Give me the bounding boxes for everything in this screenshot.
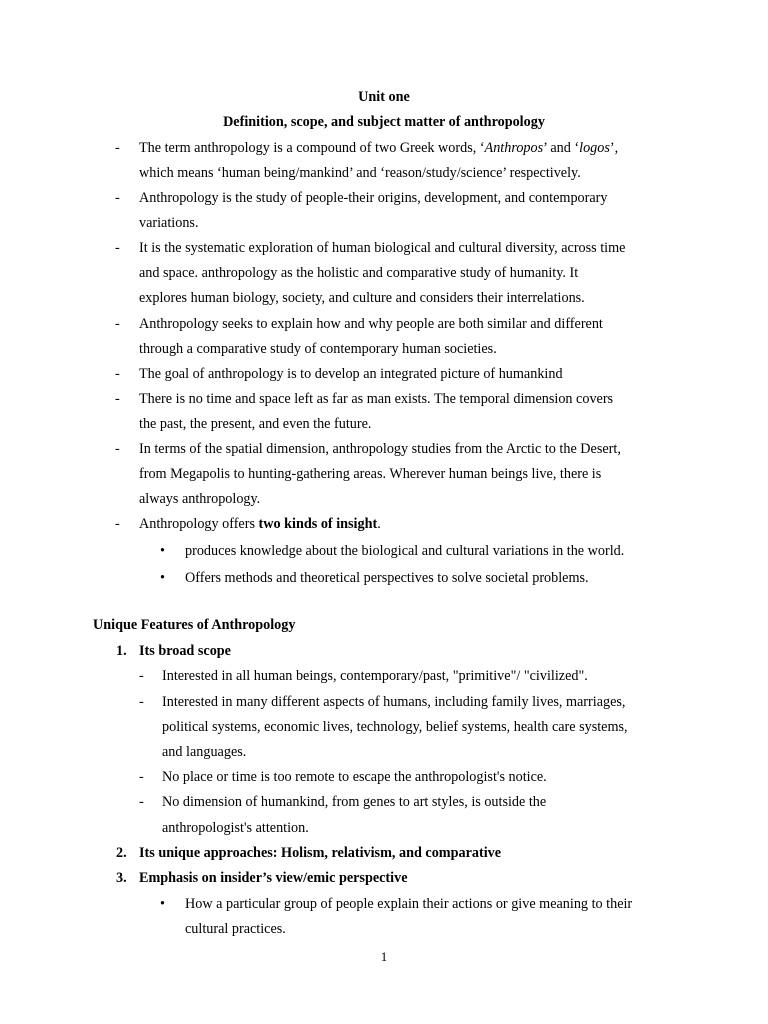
feature-1-detail-4-line-2: anthropologist's attention.	[162, 820, 309, 836]
dash-marker: -	[139, 694, 144, 710]
dash-marker: -	[139, 769, 144, 785]
unit-title: Unit one	[358, 89, 410, 105]
intro-bullet-1-line-2: which means ‘human being/mankind’ and ‘reason/study/science’ respectively.	[139, 165, 581, 181]
feature-3-sub-line-1: How a particular group of people explain their actions or give meaning to their	[185, 896, 633, 912]
intro-bullet-5-line-1: The goal of anthropology is to develop an integrated picture of humankind	[139, 366, 563, 382]
dash-marker: -	[115, 391, 120, 407]
dash-marker: -	[115, 516, 120, 532]
dash-marker: -	[115, 316, 120, 332]
feature-1-detail-2-line-1: Interested in many different aspects of humans, including family lives, marriages,	[162, 694, 626, 710]
feature-3-sub-line-2: cultural practices.	[185, 921, 286, 937]
feature-3-number: 3.	[116, 870, 127, 886]
feature-3-title: Emphasis on insider’s view/emic perspective	[139, 870, 408, 886]
intro-bullet-6-line-1: There is no time and space left as far as man exists. The temporal dimension covers	[139, 391, 614, 407]
intro-bullet-2-line-1: Anthropology is the study of people-their origins, development, and contemporary	[139, 190, 608, 206]
intro-bullet-7-line-2: from Megapolis to hunting-gathering areas. Wherever human beings live, there is	[139, 466, 602, 482]
feature-1-title: Its broad scope	[139, 643, 231, 659]
feature-2-number: 2.	[116, 845, 127, 861]
features-heading: Unique Features of Anthropology	[93, 617, 296, 633]
intro-bullet-1-line-1: The term anthropology is a compound of two Greek words, ‘Anthropos’ and ‘logos’,	[139, 140, 619, 156]
feature-2-title: Its unique approaches: Holism, relativism, and comparative	[139, 845, 502, 861]
intro-bullet-8-line-1: Anthropology offers two kinds of insight.	[139, 516, 381, 532]
intro-bullet-7-line-1: In terms of the spatial dimension, anthropology studies from the Arctic to the Desert,	[139, 441, 621, 457]
dash-marker: -	[139, 794, 144, 810]
feature-1-detail-3: No place or time is too remote to escape the anthropologist's notice.	[162, 769, 547, 785]
feature-1-detail-2-line-3: and languages.	[162, 744, 247, 760]
dash-marker: -	[139, 668, 144, 684]
bullet-marker: •	[160, 896, 165, 912]
dash-marker: -	[115, 441, 120, 457]
insight-sub-item-2: Offers methods and theoretical perspectives to solve societal problems.	[185, 570, 589, 586]
page-number: 1	[380, 949, 388, 964]
term-logos: logos	[579, 140, 610, 156]
feature-1-detail-4-line-1: No dimension of humankind, from genes to art styles, is outside the	[162, 794, 547, 810]
intro-bullet-3-line-3: explores human biology, society, and culture and considers their interrelations.	[139, 290, 585, 306]
dash-marker: -	[115, 190, 120, 206]
term-anthropos: Anthropos	[484, 140, 544, 156]
dash-marker: -	[115, 240, 120, 256]
intro-bullet-4-line-2: through a comparative study of contemporary human societies.	[139, 341, 497, 357]
bullet-marker: •	[160, 543, 165, 559]
insight-sub-item-1: produces knowledge about the biological and cultural variations in the world.	[185, 543, 625, 559]
intro-bullet-7-line-3: always anthropology.	[139, 491, 261, 507]
feature-1-number: 1.	[116, 643, 127, 659]
intro-bullet-4-line-1: Anthropology seeks to explain how and why people are both similar and different	[139, 316, 603, 332]
dash-marker: -	[115, 140, 120, 156]
section-title: Definition, scope, and subject matter of anthropology	[223, 114, 545, 130]
intro-bullet-3-line-1: It is the systematic exploration of human biological and cultural diversity, across time	[139, 240, 626, 256]
intro-bullet-6-line-2: the past, the present, and even the future.	[139, 416, 372, 432]
feature-1-detail-1: Interested in all human beings, contemporary/past, "primitive"/ "civilized".	[162, 668, 588, 684]
insight-emphasis: two kinds of insight	[258, 516, 378, 532]
intro-bullet-3-line-2: and space. anthropology as the holistic and comparative study of humanity. It	[139, 265, 579, 281]
dash-marker: -	[115, 366, 120, 382]
intro-bullet-2-line-2: variations.	[139, 215, 199, 231]
bullet-marker: •	[160, 570, 165, 586]
feature-1-detail-2-line-2: political systems, economic lives, technology, belief systems, health care systems,	[162, 719, 628, 735]
